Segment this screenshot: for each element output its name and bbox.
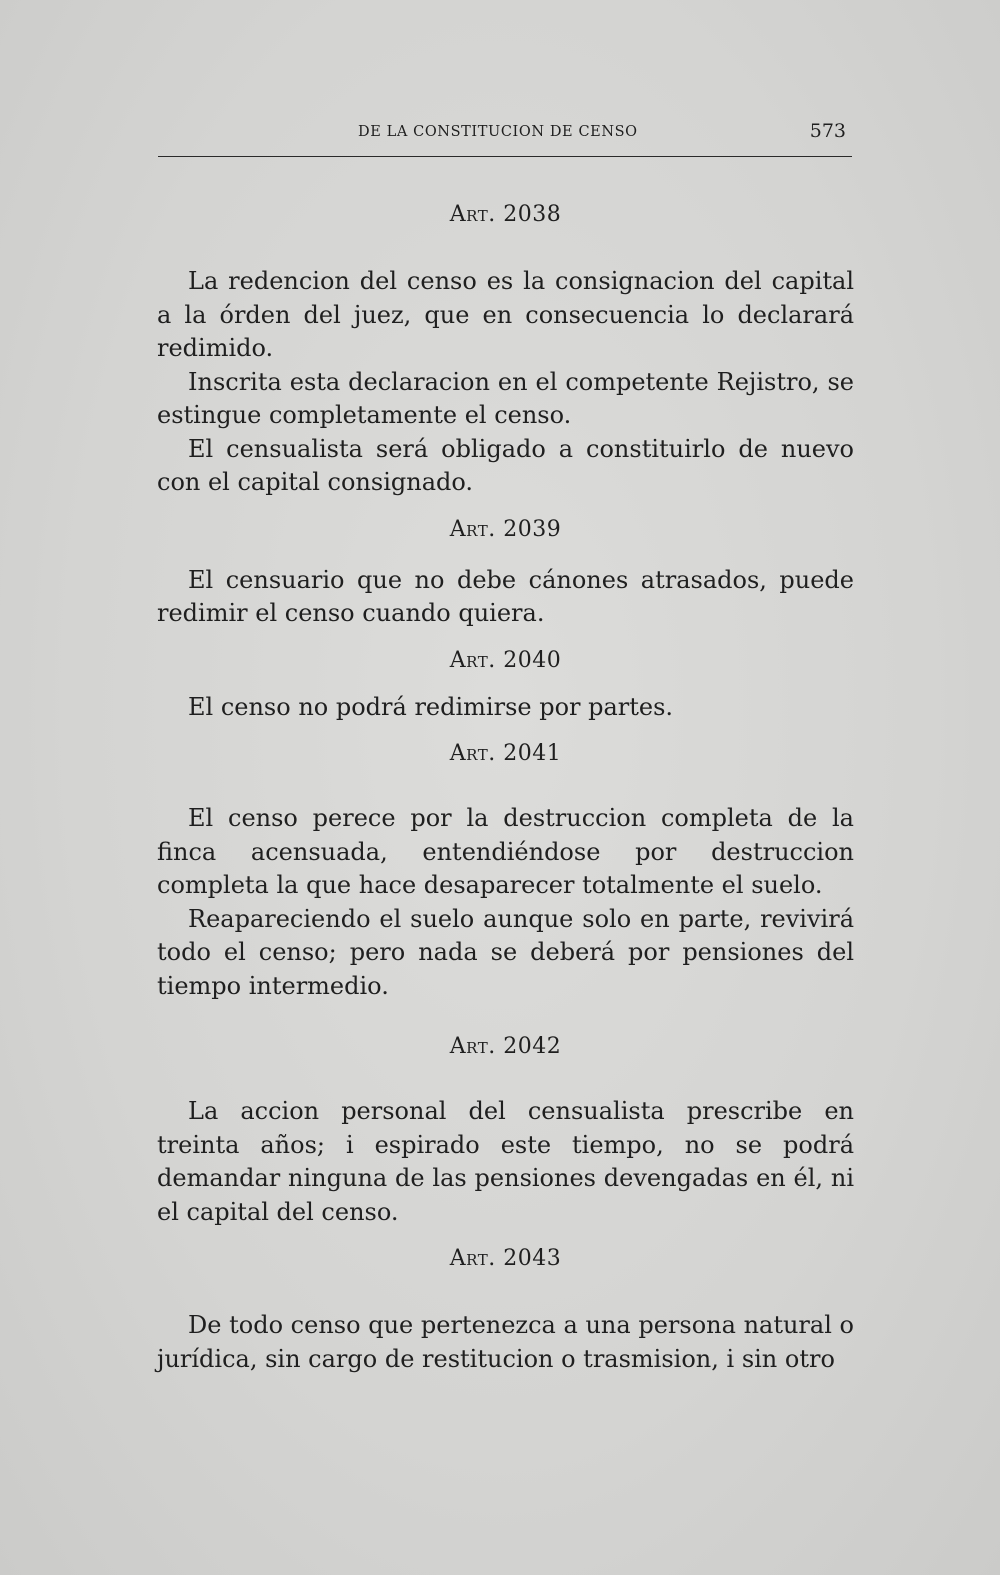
article-label: Art. xyxy=(449,1246,496,1271)
article-number: 2042 xyxy=(503,1034,562,1059)
article-heading xyxy=(157,1027,854,1067)
article-paragraph: El censo perece por la destruccion completa de la finca acensuada, entendiéndose por destruccion completa la que hace desaparecer totalmente el suelo. xyxy=(157,804,854,899)
article-label: Art. xyxy=(449,1034,496,1059)
article-heading xyxy=(157,195,854,235)
page-number: 573 xyxy=(809,120,846,142)
article-paragraph: El censualista será obligado a constituirlo de nuevo con el capital consignado. xyxy=(157,434,854,496)
article-label: Art. xyxy=(449,202,496,227)
article-paragraph: La redencion del censo es la consignacion del capital a la órden del juez, que en consecuencia lo declarará redimido. xyxy=(157,267,854,362)
article-number: 2038 xyxy=(503,202,562,227)
article-number: 2041 xyxy=(503,741,562,766)
article-heading xyxy=(157,1239,854,1279)
article-paragraph: La accion personal del censualista prescribe en treinta años; i espirado este tiempo, no se podrá demandar ninguna de las pensiones devengadas en él, ni el capital del censo. xyxy=(157,1097,854,1226)
article-number: 2040 xyxy=(503,647,562,673)
article-paragraph: El censuario que no debe cánones atrasados, puede redimir el censo cuando quiera. xyxy=(157,565,854,627)
text-column xyxy=(157,195,854,1376)
article-label: Art. xyxy=(449,647,496,673)
article-heading xyxy=(157,641,854,681)
article-label: Art. xyxy=(449,741,496,766)
article-paragraph: Inscrita esta declaracion en el competente Rejistro, se estingue completamente el censo. xyxy=(157,367,854,429)
article-paragraph: Reapareciendo el suelo aunque solo en parte, revivirá todo el censo; pero nada se deberá por pensiones del tiempo intermedio. xyxy=(157,904,854,1000)
running-head xyxy=(158,122,852,157)
article-label: Art. xyxy=(449,516,496,542)
running-title: DE LA CONSTITUCION DE CENSO xyxy=(358,124,638,140)
article-heading xyxy=(157,734,854,774)
article-number: 2043 xyxy=(503,1246,562,1271)
article-number: 2039 xyxy=(503,516,562,542)
article-paragraph: De todo censo que pertenezca a una persona natural o jurídica, sin cargo de restitucion o trasmision, i sin otro xyxy=(157,1311,854,1373)
article-paragraph: El censo no podrá redimirse por partes. xyxy=(188,692,674,721)
article-heading xyxy=(157,510,854,550)
